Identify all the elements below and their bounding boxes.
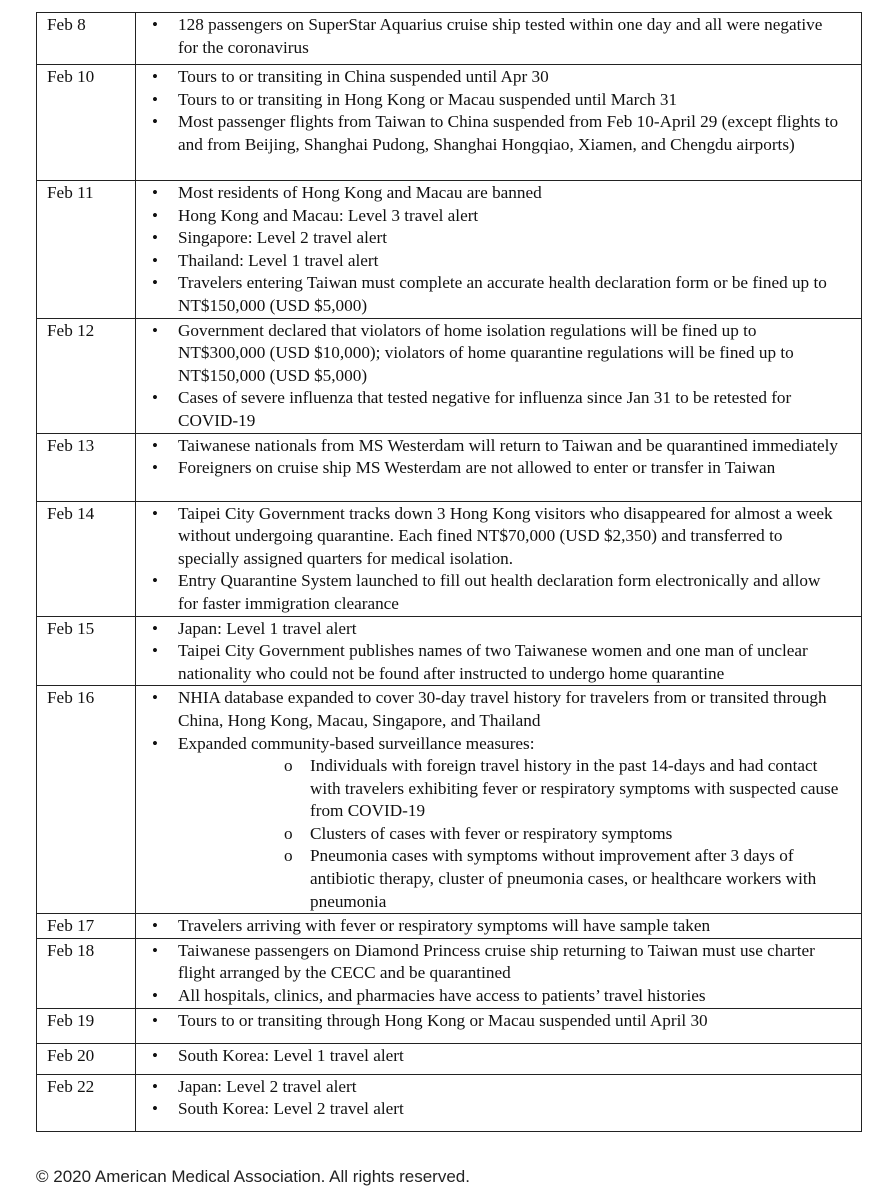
table-row [37, 914, 862, 939]
bullet-list [136, 915, 839, 938]
item-text: Most passenger flights from Taiwan to China suspended from Feb 10-April 29 (except flights to and from Beijing, Shanghai Pudong, Shanghai Hongqiao, Xiamen, and Chengdu airports) [178, 112, 839, 154]
bullet-icon: • [152, 205, 158, 225]
bullet-list [136, 66, 839, 156]
list-item [152, 66, 839, 89]
bullet-list [136, 320, 839, 433]
bullet-list [136, 1076, 839, 1121]
list-item [152, 387, 839, 432]
list-item [152, 503, 839, 571]
list-item [152, 205, 839, 228]
bullet-icon: • [152, 67, 158, 86]
list-item [152, 435, 839, 458]
item-text: Cases of severe influenza that tested negative for influenza since Jan 31 to be retested for COVID-19 [178, 388, 792, 430]
item-text: Singapore: Level 2 travel alert [178, 228, 388, 248]
table-row [37, 318, 862, 433]
sub-item [284, 845, 839, 913]
list-item [152, 687, 839, 732]
table-row [37, 686, 862, 914]
item-text: Expanded community-based surveillance measures: [178, 733, 535, 753]
list-item [152, 14, 839, 59]
table-row [37, 616, 862, 686]
content-cell [136, 938, 862, 1008]
bullet-icon: • [152, 1099, 158, 1119]
bullet-list [136, 1010, 839, 1033]
bullet-icon: • [152, 15, 158, 34]
bullet-icon: • [152, 503, 158, 523]
content-cell [136, 65, 862, 181]
item-text: Taiwanese passengers on Diamond Princess cruise ship returning to Taiwan must use charter flight arranged by the CECC and be quarantined [178, 940, 815, 983]
sub-list [178, 755, 839, 913]
bullet-icon: • [152, 916, 158, 936]
list-item [152, 733, 839, 914]
sub-bullet-icon: o [284, 823, 293, 843]
bullet-icon: • [152, 1010, 158, 1030]
item-text: Tours to or transiting through Hong Kong or Macau suspended until April 30 [178, 1010, 708, 1030]
list-item [152, 618, 839, 641]
table-row [37, 1074, 862, 1131]
content-cell [136, 501, 862, 616]
date-cell: Feb 19 [37, 1008, 136, 1043]
bullet-icon: • [152, 112, 158, 132]
content-cell [136, 1043, 862, 1074]
bullet-icon: • [152, 435, 158, 455]
bullet-list [136, 14, 839, 59]
bullet-list [136, 687, 839, 913]
item-text: Hong Kong and Macau: Level 3 travel alert [178, 205, 479, 225]
content-cell [136, 318, 862, 433]
item-text: NHIA database expanded to cover 30-day travel history for travelers from or transited through China, Hong Kong, Macau, Singapore, and Thailand [178, 688, 827, 730]
content-cell [136, 616, 862, 686]
table-row [37, 1043, 862, 1074]
item-text: Thailand: Level 1 travel alert [178, 250, 379, 270]
content-cell [136, 433, 862, 501]
item-text: Travelers entering Taiwan must complete an accurate health declaration form or be fined up to NT$150,000 (USD $5,000) [178, 273, 827, 315]
bullet-icon: • [152, 571, 158, 591]
sub-bullet-icon: o [284, 846, 293, 866]
item-text: South Korea: Level 2 travel alert [178, 1099, 404, 1119]
bullet-icon: • [152, 388, 158, 408]
content-cell [136, 13, 862, 65]
list-item [152, 1076, 839, 1099]
bullet-list [136, 435, 839, 480]
table-row [37, 938, 862, 1008]
item-text: Most residents of Hong Kong and Macau are banned [178, 183, 542, 202]
list-item [152, 640, 839, 685]
list-item [152, 1045, 839, 1068]
table-row [37, 433, 862, 501]
item-text: Japan: Level 1 travel alert [178, 618, 357, 638]
date-cell: Feb 8 [37, 13, 136, 65]
date-cell: Feb 20 [37, 1043, 136, 1074]
content-cell [136, 686, 862, 914]
list-item [152, 272, 839, 317]
bullet-icon: • [152, 733, 158, 753]
content-cell [136, 1074, 862, 1131]
bullet-icon: • [152, 250, 158, 270]
list-item [152, 1098, 839, 1121]
item-text: 128 passengers on SuperStar Aquarius cruise ship tested within one day and all were negative for the coronavirus [178, 15, 823, 57]
bullet-icon: • [152, 1045, 158, 1065]
copyright-footer: © 2020 American Medical Association. All rights reserved. [36, 1167, 470, 1186]
bullet-list [136, 182, 839, 318]
bullet-icon: • [152, 228, 158, 248]
content-cell [136, 914, 862, 939]
item-text: Taipei City Government publishes names of two Taiwanese women and one man of unclear nationality who could not be found after instructed to undergo home quarantine [178, 641, 808, 683]
bullet-icon: • [152, 986, 158, 1006]
item-text: Foreigners on cruise ship MS Westerdam are not allowed to enter or transfer in Taiwan [178, 458, 776, 478]
date-cell: Feb 22 [37, 1074, 136, 1131]
timeline-table [36, 12, 862, 1132]
content-cell [136, 181, 862, 319]
list-item [152, 985, 839, 1008]
date-cell: Feb 13 [37, 433, 136, 501]
date-cell: Feb 17 [37, 914, 136, 939]
list-item [152, 570, 839, 615]
list-item [152, 111, 839, 156]
list-item [152, 915, 839, 938]
list-item [152, 250, 839, 273]
item-text: Japan: Level 2 travel alert [178, 1076, 357, 1096]
table-row [37, 501, 862, 616]
item-text: South Korea: Level 1 travel alert [178, 1045, 404, 1065]
date-cell: Feb 15 [37, 616, 136, 686]
table-row [37, 1008, 862, 1043]
sub-item [284, 823, 839, 846]
item-text: Taipei City Government tracks down 3 Hong Kong visitors who disappeared for almost a week without undergoing quarantine. Each fined NT$70,000 (USD $2,350) and transferred to specially assigned quarters for medical isolation. [178, 503, 833, 568]
table-row [37, 181, 862, 319]
bullet-list [136, 618, 839, 686]
content-cell [136, 1008, 862, 1043]
item-text: Entry Quarantine System launched to fill out health declaration form electronically and allow for faster immigration clearance [178, 571, 821, 613]
sub-item [284, 755, 839, 823]
date-cell: Feb 12 [37, 318, 136, 433]
bullet-icon: • [152, 458, 158, 478]
bullet-icon: • [152, 641, 158, 661]
sub-item-text: Individuals with foreign travel history in the past 14-days and had contact with travelers exhibiting fever or respiratory symptoms with suspected cause from COVID-19 [310, 756, 839, 821]
date-cell: Feb 10 [37, 65, 136, 181]
bullet-icon: • [152, 940, 158, 960]
table-row [37, 13, 862, 65]
sub-bullet-icon: o [284, 756, 293, 776]
list-item [152, 940, 839, 985]
bullet-icon: • [152, 183, 158, 202]
item-text: All hospitals, clinics, and pharmacies have access to patients’ travel histories [178, 986, 706, 1006]
bullet-icon: • [152, 273, 158, 293]
bullet-icon: • [152, 618, 158, 638]
bullet-list [136, 503, 839, 616]
list-item [152, 1010, 839, 1033]
item-text: Government declared that violators of home isolation regulations will be fined up to NT$300,000 (USD $10,000); violators of home quarantine regulations will be fined up to NT$150,000 (USD $5,000) [178, 320, 794, 385]
bullet-icon: • [152, 320, 158, 340]
table-row [37, 65, 862, 181]
bullet-icon: • [152, 1076, 158, 1096]
date-cell: Feb 14 [37, 501, 136, 616]
date-cell: Feb 16 [37, 686, 136, 914]
item-text: Tours to or transiting in Hong Kong or Macau suspended until March 31 [178, 89, 678, 109]
bullet-icon: • [152, 688, 158, 708]
bullet-list [136, 1045, 839, 1068]
date-cell: Feb 18 [37, 938, 136, 1008]
item-text: Tours to or transiting in China suspended until Apr 30 [178, 67, 549, 86]
item-text: Taiwanese nationals from MS Westerdam will return to Taiwan and be quarantined immediately [178, 435, 838, 455]
sub-item-text: Pneumonia cases with symptoms without improvement after 3 days of antibiotic therapy, cluster of pneumonia cases, or healthcare workers with pneumonia [310, 846, 817, 911]
list-item [152, 182, 839, 205]
sub-item-text: Clusters of cases with fever or respiratory symptoms [310, 823, 673, 843]
list-item [152, 457, 839, 480]
date-cell: Feb 11 [37, 181, 136, 319]
list-item [152, 227, 839, 250]
item-text: Travelers arriving with fever or respiratory symptoms will have sample taken [178, 916, 711, 936]
list-item [152, 89, 839, 112]
bullet-icon: • [152, 89, 158, 109]
list-item [152, 320, 839, 388]
bullet-list [136, 940, 839, 1008]
